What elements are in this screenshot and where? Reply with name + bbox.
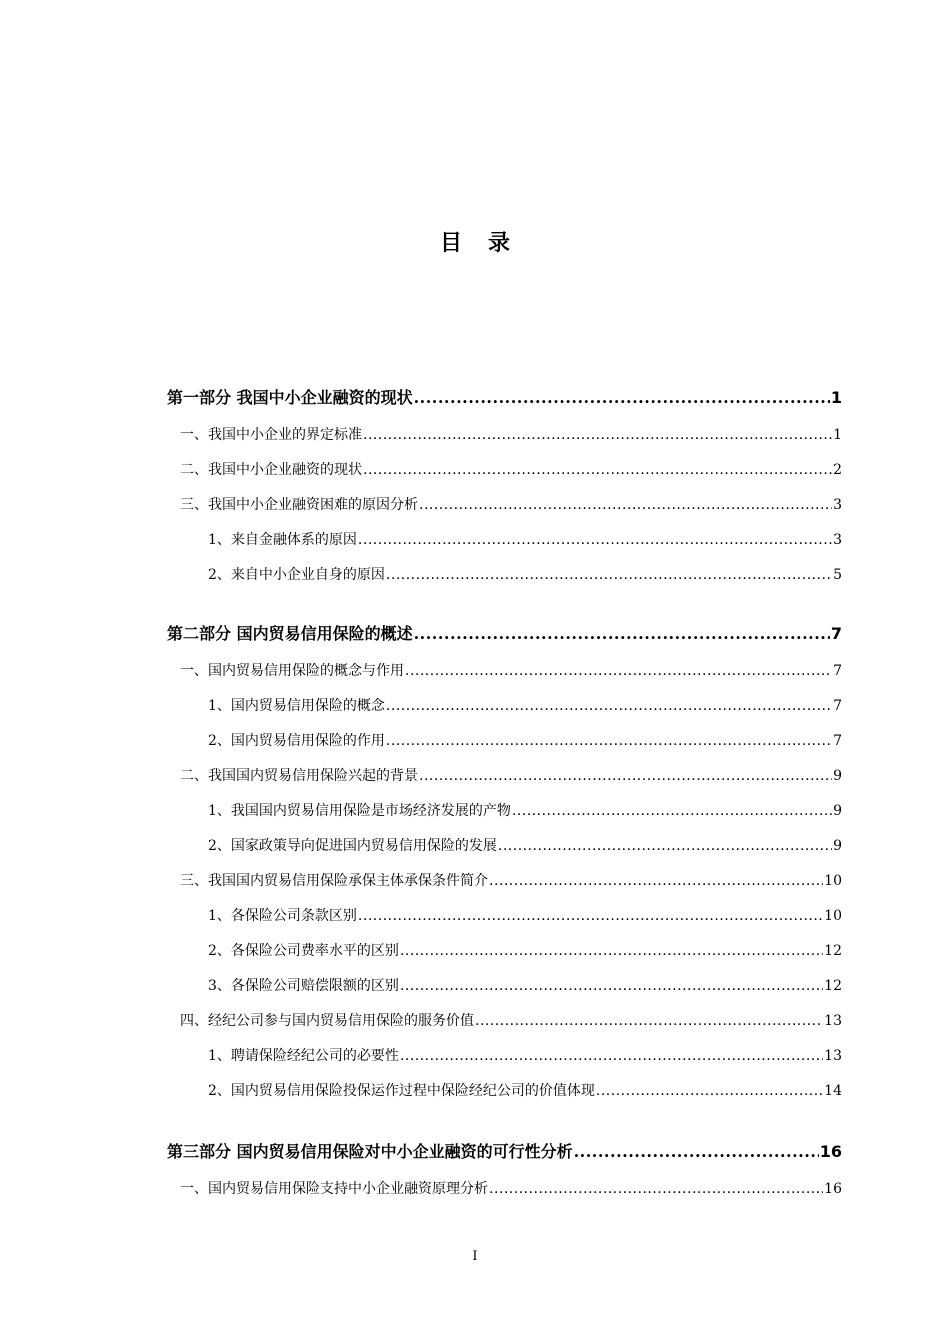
- dot-leader: [414, 624, 830, 644]
- toc-subsection-entry[interactable]: [167, 1046, 842, 1066]
- dot-leader: [498, 836, 832, 856]
- toc-entry-text: 三、我国中小企业融资困难的原因分析: [180, 497, 418, 513]
- toc-entry-text: 一、国内贸易信用保险的概念与作用: [180, 663, 404, 679]
- dot-leader: [363, 425, 832, 445]
- dot-leader: [386, 565, 832, 585]
- toc-part-heading[interactable]: [167, 1142, 842, 1162]
- toc-subsection-entry[interactable]: [167, 1081, 842, 1101]
- toc-subsection-entry[interactable]: [167, 565, 842, 585]
- toc-part-heading[interactable]: [167, 388, 842, 408]
- toc-entry-text: 二、我国国内贸易信用保险兴起的背景: [180, 768, 418, 784]
- dot-leader: [400, 1046, 823, 1066]
- dot-leader: [386, 696, 832, 716]
- toc-page-number: 14: [824, 1083, 842, 1099]
- toc-entry-text: 1、来自金融体系的原因: [208, 532, 357, 548]
- toc-entry-text: 2、来自中小企业自身的原因: [208, 567, 385, 583]
- toc-entry-text: 1、国内贸易信用保险的概念: [208, 698, 385, 714]
- toc-section-entry[interactable]: [167, 871, 842, 891]
- toc-entry-text: 第三部分 国内贸易信用保险对中小企业融资的可行性分析: [167, 1142, 573, 1161]
- toc-page-number: 7: [833, 663, 842, 679]
- toc-page-number: 10: [824, 873, 842, 889]
- toc-entry-text: 一、国内贸易信用保险支持中小企业融资原理分析: [180, 1181, 488, 1197]
- dot-leader: [596, 1081, 823, 1101]
- dot-leader: [386, 731, 832, 751]
- toc-page-number: 3: [833, 532, 842, 548]
- toc-page-number: 16: [824, 1181, 842, 1197]
- toc-section-entry[interactable]: [167, 1011, 842, 1031]
- toc-page-number: 1: [833, 427, 842, 443]
- toc-entry-text: 第二部分 国内贸易信用保险的概述: [167, 624, 413, 643]
- toc-entry-text: 2、国内贸易信用保险投保运作过程中保险经纪公司的价值体现: [208, 1083, 595, 1099]
- dot-leader: [489, 871, 823, 891]
- toc-section-entry[interactable]: [167, 766, 842, 786]
- toc-entry-text: 2、各保险公司费率水平的区别: [208, 943, 399, 959]
- toc-section-entry[interactable]: [167, 1179, 842, 1199]
- toc-entry-text: 2、国内贸易信用保险的作用: [208, 733, 385, 749]
- toc-entry-text: 三、我国国内贸易信用保险承保主体承保条件简介: [180, 873, 488, 889]
- toc-section-entry[interactable]: [167, 425, 842, 445]
- toc-page-number: 10: [824, 908, 842, 924]
- toc-subsection-entry[interactable]: [167, 976, 842, 996]
- toc-subsection-entry[interactable]: [167, 530, 842, 550]
- toc-entry-text: 1、各保险公司条款区别: [208, 908, 357, 924]
- toc-entry-text: 2、国家政策导向促进国内贸易信用保险的发展: [208, 838, 497, 854]
- toc-section-entry[interactable]: [167, 495, 842, 515]
- toc-page-number: 1: [830, 388, 842, 407]
- dot-leader: [363, 460, 832, 480]
- dot-leader: [489, 1179, 823, 1199]
- toc-page-number: 3: [833, 497, 842, 513]
- dot-leader: [358, 530, 832, 550]
- page-number-footer: I: [472, 1249, 478, 1264]
- toc-page-number: 9: [833, 768, 842, 784]
- toc-section-entry[interactable]: [167, 460, 842, 480]
- toc-page-number: 12: [824, 943, 842, 959]
- toc-subsection-entry[interactable]: [167, 731, 842, 751]
- toc-entry-text: 四、经纪公司参与国内贸易信用保险的服务价值: [180, 1013, 474, 1029]
- dot-leader: [400, 976, 823, 996]
- toc-page-number: 5: [833, 567, 842, 583]
- toc-entry-text: 二、我国中小企业融资的现状: [180, 462, 362, 478]
- toc-entry-text: 第一部分 我国中小企业融资的现状: [167, 388, 413, 407]
- toc-subsection-entry[interactable]: [167, 941, 842, 961]
- toc-entry-text: 1、聘请保险经纪公司的必要性: [208, 1048, 399, 1064]
- toc-part-heading[interactable]: [167, 624, 842, 644]
- toc-page-number: 13: [824, 1048, 842, 1064]
- toc-page-number: 9: [833, 803, 842, 819]
- toc-subsection-entry[interactable]: [167, 836, 842, 856]
- dot-leader: [419, 766, 832, 786]
- toc-entry-text: 一、我国中小企业的界定标准: [180, 427, 362, 443]
- toc-entry-text: 3、各保险公司赔偿限额的区别: [208, 978, 399, 994]
- dot-leader: [574, 1142, 819, 1162]
- toc-page-number: 13: [824, 1013, 842, 1029]
- dot-leader: [358, 906, 823, 926]
- dot-leader: [419, 495, 832, 515]
- dot-leader: [475, 1011, 823, 1031]
- toc-section-entry[interactable]: [167, 661, 842, 681]
- toc-title: 目录: [439, 231, 536, 256]
- toc-subsection-entry[interactable]: [167, 906, 842, 926]
- dot-leader: [414, 388, 830, 408]
- toc-page-number: 7: [830, 624, 842, 643]
- toc-page-number: 7: [833, 698, 842, 714]
- dot-leader: [405, 661, 832, 681]
- toc-page-number: 16: [819, 1142, 842, 1161]
- toc-subsection-entry[interactable]: [167, 801, 842, 821]
- toc-page-number: 2: [833, 462, 842, 478]
- dot-leader: [400, 941, 823, 961]
- dot-leader: [512, 801, 832, 821]
- toc-entry-text: 1、我国国内贸易信用保险是市场经济发展的产物: [208, 803, 511, 819]
- toc-subsection-entry[interactable]: [167, 696, 842, 716]
- toc-page-number: 7: [833, 733, 842, 749]
- toc-page-number: 9: [833, 838, 842, 854]
- toc-page-number: 12: [824, 978, 842, 994]
